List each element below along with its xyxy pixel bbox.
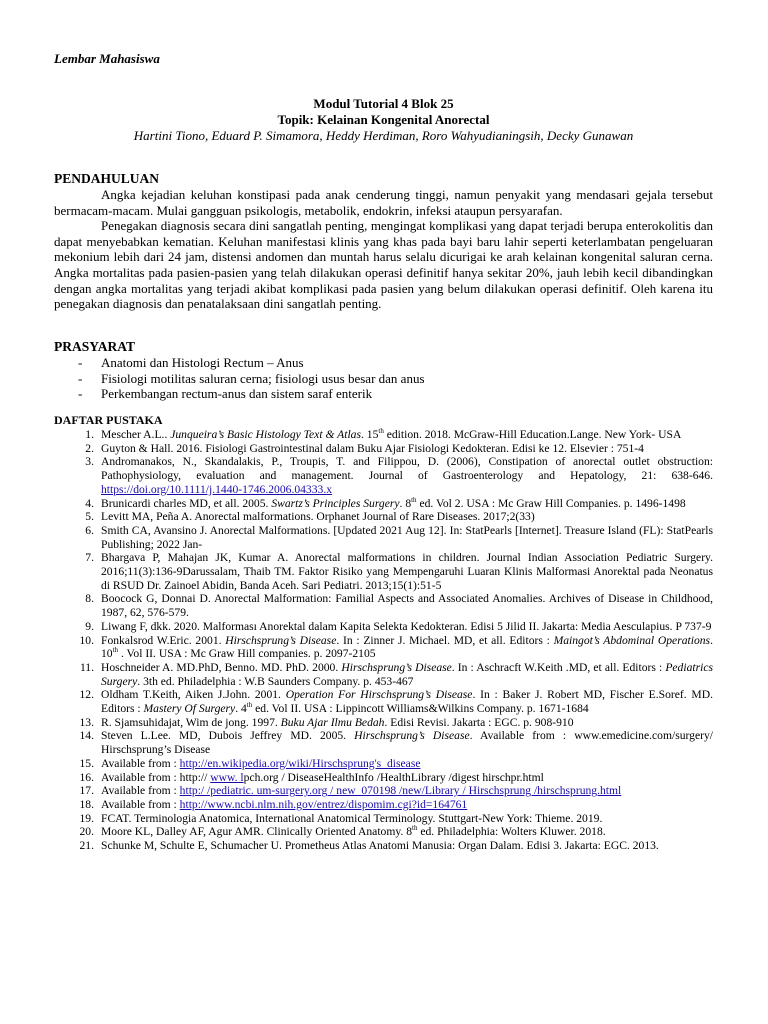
- reference-item: 12. Oldham T.Keith, Aiken J.John. 2001. Operation For Hirschsprung’s Disease. In : Baker J. Robert MD, Fischer E.Soref. MD. Editors : Mastery Of Surgery. 4th ed. Vol II. USA : Lippincott Williams&Wilkins Company. p. 1671-1684: [79, 688, 714, 716]
- reference-item: 18. Available from : http://www.ncbi.nlm.nih.gov/entrez/dispomim.cgi?id=164761: [79, 797, 468, 811]
- topic-title: Topik: Kelainan Kongenital Anorectal: [277, 112, 490, 127]
- reference-item: 15. Available from : http://en.wikipedia.org/wiki/Hirschsprung's_disease: [79, 756, 421, 770]
- reference-link[interactable]: http:/ /pediatric. um-surgery.org / new_070198 /new/Library / Hirschsprung /hirschsprung.html: [179, 784, 622, 798]
- reference-item: 14. Steven L.Lee. MD, Dubois Jeffrey MD. 2005. Hirschsprung’s Disease. Available from : www.emedicine.com/surgery/ Hirschsprung’s Disease: [79, 729, 713, 757]
- reference-item: 2. Guyton & Hall. 2016. Fisiologi Gastrointestinal dalam Buku Ajar Fisiologi Kedokteran. Edisi ke 12. Elsevier : 751-4: [85, 441, 644, 455]
- document-header: [54, 96, 713, 144]
- module-title: Modul Tutorial 4 Blok 25: [313, 96, 454, 111]
- reference-item: 7. Bhargava P, Mahajan JK, Kumar A. Anorectal malformations in children. Journal Indian Association Pediatric Surgery. 2016;11(3):136-9Darussalam, Thaib TM. Faktor Risiko yang Mempengaruhi Luaran Klinis Malformasi Anorektal pada Neonatus di RSUD Dr. Zainoel Abidin, Banda Aceh. Sari Pediatri. 2013;15(1):51-5: [85, 551, 713, 592]
- reference-link[interactable]: http://www.ncbi.nlm.nih.gov/entrez/dispomim.cgi?id=164761: [179, 797, 468, 811]
- references-list: [54, 428, 713, 853]
- reference-item: 10. Fonkalsrod W.Eric. 2001. Hirschsprung’s Disease. In : Zinner J. Michael. MD, et all. Editors : Maingot’s Abdominal Operations. 10th . Vol II. USA : Mc Graw Hill companies. p. 2097-2105: [79, 633, 713, 661]
- reference-link[interactable]: http://en.wikipedia.org/wiki/Hirschsprung's_disease: [179, 756, 421, 770]
- prereq-item: - Anatomi dan Histologi Rectum – Anus: [54, 355, 713, 371]
- reference-link[interactable]: www. l: [210, 770, 244, 784]
- reference-item: 8. Boocock G, Donnai D. Anorectal Malformation: Familial Aspects and Associated Anomalies. Archives of Disease in Childhood, 1987, 62, 576-579.: [85, 592, 713, 620]
- reference-item: 13. R. Sjamsuhidajat, Wim de jong. 1997. Buku Ajar Ilmu Bedah. Edisi Revisi. Jakarta : EGC. p. 908-910: [79, 715, 574, 729]
- prereq-list: [54, 355, 713, 402]
- reference-item: 3. Andromanakos, N., Skandalakis, P., Troupis, T. and Filippou, D. (2006), Constipation of anorectal outlet obstruction: Pathophysiology, evaluation and management. Journal of Gastroenterology and Hepatology, 21: 638-646. https://doi.org/10.1111/j.1440-1746.2006.04333.x: [85, 455, 713, 496]
- reference-item: 16. Available from : http:// www. lpch.org / DiseaseHealthInfo /HealthLibrary /digest hirschpr.html: [79, 770, 544, 784]
- reference-item: 5. Levitt MA, Peña A. Anorectal malformations. Orphanet Journal of Rare Diseases. 2017;2(33): [85, 510, 535, 524]
- prereq-item: - Perkembangan rectum-anus dan sistem saraf enterik: [54, 386, 713, 402]
- intro-paragraph-1: Angka kejadian keluhan konstipasi pada anak cenderung tinggi, namun penyakit yang mendasari gejala tersebut bermacam-macam. Mulai gangguan psikologis, metabolik, endokrin, infeksi ataupun persyarafan.: [54, 187, 713, 218]
- reference-item: 6. Smith CA, Avansino J. Anorectal Malformations. [Updated 2021 Aug 12]. In: StatPearls [Internet]. Treasure Island (FL): StatPearls Publishing; 2022 Jan-: [85, 523, 713, 551]
- reference-item: 1. Mescher A.L.. Junqueira’s Basic Histology Text & Atlas. 15th edition. 2018. McGraw-Hill Education.Lange. New York- USA: [85, 427, 682, 441]
- references-section: [54, 413, 713, 853]
- reference-item: 17. Available from : http:/ /pediatric. um-surgery.org / new_070198 /new/Library / Hirschsprung /hirschsprung.html: [79, 784, 622, 798]
- reference-link[interactable]: https://doi.org/10.1111/j.1440-1746.2006.04333.x: [101, 482, 333, 496]
- reference-item: 20. Moore KL, Dalley AF, Agur AMR. Clinically Oriented Anatomy. 8th ed. Philadelphia: Wolters Kluwer. 2018.: [79, 824, 606, 839]
- prereq-title: PRASYARAT: [54, 339, 136, 354]
- reference-item: 11. Hoschneider A. MD.PhD, Benno. MD. PhD. 2000. Hirschsprung’s Disease. In : Aschracft W.Keith .MD, et all. Editors : Pediatrics Surgery. 3th ed. Philadelphia : W.B Saunders Company. p. 453-467: [79, 660, 713, 688]
- references-title: DAFTAR PUSTAKA: [54, 413, 163, 427]
- document-tag: Lembar Mahasiswa: [54, 51, 160, 66]
- reference-item: 4. Brunicardi charles MD, et all. 2005. Swartz’s Principles Surgery. 8th ed. Vol 2. USA : Mc Graw Hill Companies. p. 1496-1498: [85, 495, 686, 510]
- prereq-item: - Fisiologi motilitas saluran cerna; fisiologi usus besar dan anus: [54, 371, 713, 387]
- authors: Hartini Tiono, Eduard P. Simamora, Heddy Herdiman, Roro Wahyudianingsih, Decky Gunawan: [133, 128, 634, 143]
- prereq-section: [54, 339, 713, 402]
- reference-item: 21. Schunke M, Schulte E, Schumacher U. Prometheus Atlas Anatomi Manusia: Organ Dalam. Edisi 3. Jakarta: EGC. 2013.: [79, 839, 659, 853]
- reference-item: 9. Liwang F, dkk. 2020. Malforması Anorektal dalam Kapita Selekta Kedokteran. Edisi 5 Jilid II. Jakarta: Media Aesculapius. P 737-9: [85, 619, 712, 633]
- intro-section: [54, 171, 713, 312]
- intro-paragraph-2: Penegakan diagnosis secara dini sangatlah penting, mengingat komplikasi yang dapat terjadi berupa enterokolitis dan dapat menyebabkan kematian. Keluhan manifestasi klinis yang khas pada bayi baru lahir seperti keterlambatan pengeluaran mekonium lebih dari 24 jam, distensi andomen dan muntah harus selalu dicurigai ke arah kelainan kongenital saluran cerna. Angka mortalitas pada pasien-pasien yang telah dilakukan operasi definitif hanya sekitar 20%, jauh lebih kecil dibandingkan dengan angka mortalitas yang terjadi akibat komplikasi pada pasien yang belum dilakukan operasi definitif. Oleh karena itu penegakan diagnosis dan penatalaksaan dini sangatlah penting.: [54, 218, 713, 312]
- reference-item: 19. FCAT. Terminologia Anatomica, International Anatomical Terminology. Stuttgart-New York: Thieme. 2019.: [79, 811, 603, 825]
- intro-title: PENDAHULUAN: [54, 171, 160, 186]
